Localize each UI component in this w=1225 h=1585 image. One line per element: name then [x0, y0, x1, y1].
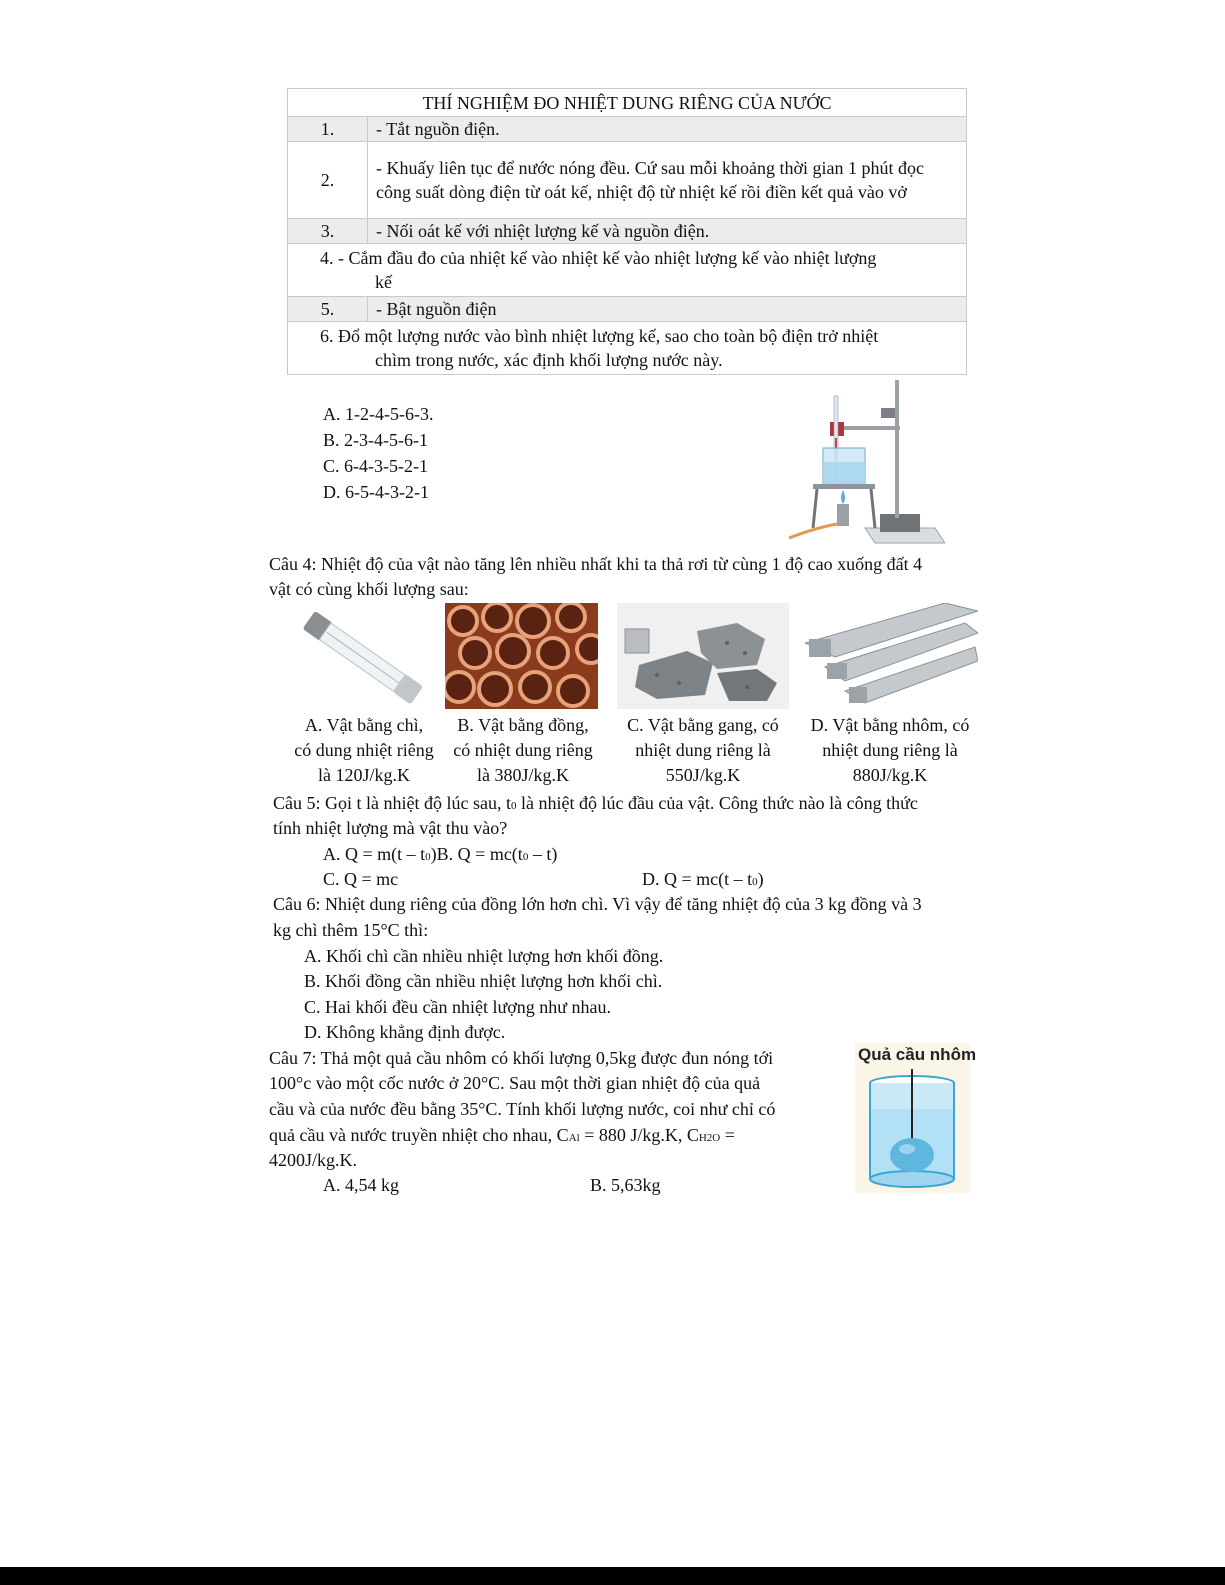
table-row — [288, 297, 967, 322]
question-5-text: tính nhiệt lượng mà vật thu vào? — [273, 818, 508, 838]
page-bottom-bar — [0, 1567, 1225, 1585]
text-span: D. Q = mc(t – t — [642, 869, 753, 889]
subscript: 0 — [425, 851, 431, 863]
caption-line: nhiệt dung riêng là — [822, 740, 958, 760]
aluminium-profiles-image — [805, 603, 978, 709]
option-caption — [440, 713, 606, 788]
caption-line: C. Vật bằng gang, có — [627, 715, 779, 735]
step-number: 2. — [288, 142, 368, 219]
step-text: - Khuấy liên tục để nước nóng đều. Cứ sau mỗi khoảng thời gian 1 phút đọc công suất dòng điện từ oát kế, nhiệt độ từ nhiệt kế rồi điền kết quả vào vở — [368, 142, 967, 219]
lead-object-image — [288, 603, 440, 709]
step-text: - Bật nguồn điện — [368, 297, 967, 322]
experiment-steps-table — [287, 88, 967, 375]
caption-line: 550J/kg.K — [665, 765, 741, 785]
text-span: Câu 5: Gọi t là nhiệt độ lúc sau, t — [273, 793, 511, 813]
text-span: – t) — [528, 844, 558, 864]
table-row — [288, 322, 967, 375]
answer-option: C. Q = mc — [323, 869, 399, 889]
table-row — [288, 219, 967, 244]
caption-line: có nhiệt dung riêng — [453, 740, 593, 760]
answer-option: B. 2-3-4-5-6-1 — [323, 430, 428, 450]
cast-iron-image — [617, 603, 789, 709]
table-row — [288, 142, 967, 219]
option-caption — [273, 713, 455, 788]
question-6-text: Câu 6: Nhiệt dung riêng của đồng lớn hơn chì. Vì vậy để tăng nhiệt độ của 3 kg đồng và 3 — [273, 894, 922, 914]
question-7-text — [269, 1124, 735, 1149]
step-text — [288, 244, 967, 297]
question-7-text: 4200J/kg.K. — [269, 1150, 358, 1170]
subscript: 0 — [522, 851, 529, 863]
step-text: - Tắt nguồn điện. — [368, 117, 967, 142]
lab-setup-illustration — [785, 378, 945, 548]
subscript: 0 — [752, 876, 758, 888]
text-span: ) — [757, 869, 764, 889]
beaker-icon — [855, 1069, 970, 1193]
answer-option: A. Khối chì cần nhiều nhiệt lượng hơn khối đồng. — [304, 946, 664, 966]
question-6-text: kg chì thêm 15°C thì: — [273, 920, 429, 940]
answer-option: A. 1-2-4-5-6-3. — [323, 404, 434, 424]
figure-label: Quả cầu nhôm — [858, 1045, 977, 1064]
text-span: quả cầu và nước truyền nhiệt cho nhau, C — [269, 1125, 569, 1145]
question-7-text: cầu và của nước đều bằng 35°C. Tính khối lượng nước, coi như chỉ có — [269, 1099, 776, 1119]
answer-option: D. Không khẳng định được. — [304, 1022, 506, 1042]
answer-option: D. 6-5-4-3-2-1 — [323, 482, 429, 502]
step-line: 6. Đổ một lượng nước vào bình nhiệt lượng kế, sao cho toàn bộ điện trở nhiệt — [320, 326, 879, 346]
caption-line: là 120J/kg.K — [318, 765, 410, 785]
step-number: 5. — [288, 297, 368, 322]
question-4-text: vật có cùng khối lượng sau: — [269, 579, 469, 599]
aluminium-sphere-figure — [855, 1043, 977, 1193]
text-span: = 880 J/kg.K, C — [579, 1125, 699, 1145]
option-caption — [613, 713, 793, 788]
question-4-text: Câu 4: Nhiệt độ của vật nào tăng lên nhiều nhất khi ta thả rơi từ cùng 1 độ cao xuống đất 4 — [269, 554, 923, 574]
answer-option — [323, 843, 557, 868]
answer-option: C. Hai khối đều cần nhiệt lượng như nhau. — [304, 997, 611, 1017]
text-span: ) — [430, 844, 437, 864]
text-span: A. Q = m(t – t — [323, 844, 426, 864]
step-line: 4. - Cắm đầu đo của nhiệt kế vào nhiệt kế vào nhiệt lượng kế vào nhiệt lượng — [320, 248, 877, 268]
caption-line: B. Vật bằng đồng, — [457, 715, 589, 735]
text-span: là nhiệt độ lúc đầu của vật. Công thức nào là công thức — [516, 793, 918, 813]
subscript: 0 — [510, 800, 517, 812]
subscript: Al — [568, 1132, 580, 1144]
question-7-text: 100°c vào một cốc nước ở 20°C. Sau một thời gian nhiệt độ của quả — [269, 1073, 761, 1093]
option-caption — [797, 713, 983, 788]
caption-line: A. Vật bằng chì, — [304, 715, 424, 735]
answer-option: A. 4,54 kg — [323, 1175, 399, 1195]
subscript: H2O — [698, 1132, 721, 1144]
step-line: chìm trong nước, xác định khối lượng nước này. — [375, 350, 723, 370]
question-7-text: Câu 7: Thả một quả cầu nhôm có khối lượng 0,5kg được đun nóng tới — [269, 1048, 774, 1068]
question-5-text — [273, 792, 918, 817]
table-row — [288, 117, 967, 142]
caption-line: D. Vật bằng nhôm, có — [810, 715, 970, 735]
step-number: 3. — [288, 219, 368, 244]
caption-line: nhiệt dung riêng là — [635, 740, 771, 760]
copper-pipes-image — [445, 603, 598, 709]
answer-option: B. Khối đồng cần nhiều nhiệt lượng hơn khối chì. — [304, 971, 663, 991]
table-title: THÍ NGHIỆM ĐO NHIỆT DUNG RIÊNG CỦA NƯỚC — [288, 89, 967, 117]
caption-line: 880J/kg.K — [852, 765, 928, 785]
caption-line: có dung nhiệt riêng — [294, 740, 434, 760]
answer-option — [642, 868, 764, 893]
table-row — [288, 244, 967, 297]
step-line: kế — [375, 272, 392, 292]
answer-option: B. 5,63kg — [590, 1175, 661, 1195]
step-text: - Nối oát kế với nhiệt lượng kế và nguồn điện. — [368, 219, 967, 244]
answer-option: C. 6-4-3-5-2-1 — [323, 456, 428, 476]
step-number: 1. — [288, 117, 368, 142]
step-text — [288, 322, 967, 375]
caption-line: là 380J/kg.K — [477, 765, 569, 785]
text-span: = — [720, 1125, 735, 1145]
text-span: B. Q = mc(t — [436, 844, 523, 864]
